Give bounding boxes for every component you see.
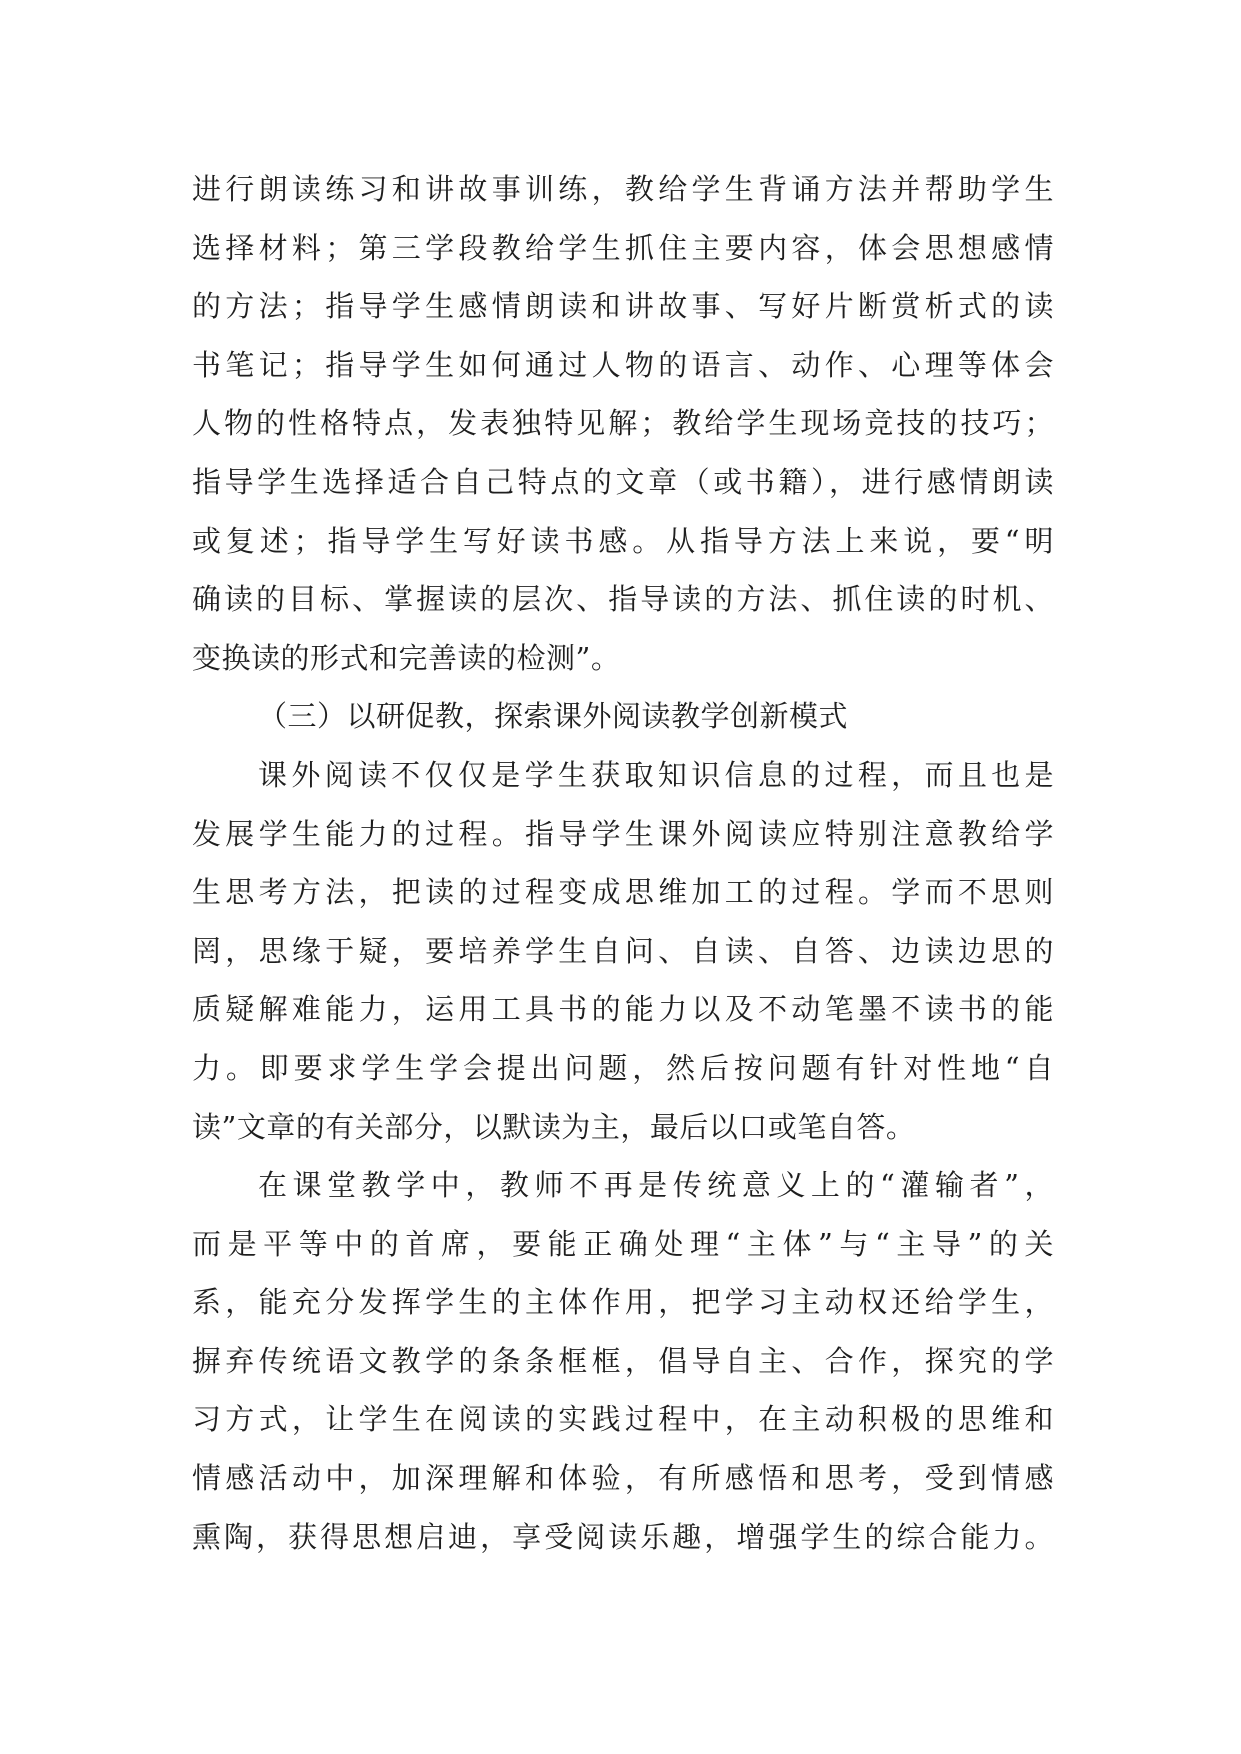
text-line: 变换读的形式和完善读的检测”。 [192, 640, 621, 675]
text-line: 摒弃传统语文教学的条条框框，倡导自主、合作，探究的学 [192, 1343, 1054, 1378]
text-line: 指导学生选择适合自己特点的文章（或书籍），进行感情朗读 [192, 464, 1054, 499]
text-line: 确读的目标、掌握读的层次、指导读的方法、抓住读的时机、 [192, 582, 1054, 617]
text-line: 或复述；指导学生写好读书感。从指导方法上来说，要“明 [192, 523, 1054, 558]
text-line: 力。即要求学生学会提出问题，然后按问题有针对性地“自 [192, 1050, 1054, 1085]
text-line: 质疑解难能力，运用工具书的能力以及不动笔墨不读书的能 [192, 992, 1054, 1027]
text-line: 的方法；指导学生感情朗读和讲故事、写好片断赏析式的读 [192, 289, 1054, 324]
text-line: 习方式，让学生在阅读的实践过程中，在主动积极的思维和 [192, 1402, 1054, 1437]
text-line: 罔，思缘于疑，要培养学生自问、自读、自答、边读边思的 [192, 933, 1054, 968]
text-line: 人物的性格特点，发表独特见解；教给学生现场竞技的技巧； [192, 406, 1054, 441]
text-line: 读”文章的有关部分，以默读为主，最后以口或笔自答。 [192, 1109, 916, 1144]
text-line: 在课堂教学中，教师不再是传统意义上的“灌输者”， [258, 1168, 1054, 1203]
text-line: 熏陶，获得思想启迪，享受阅读乐趣，增强学生的综合能力。 [192, 1519, 1054, 1554]
text-line: 发展学生能力的过程。指导学生课外阅读应特别注意教给学 [192, 816, 1054, 851]
text-line: 选择材料；第三学段教给学生抓住主要内容，体会思想感情 [192, 230, 1054, 265]
text-line: 生思考方法，把读的过程变成思维加工的过程。学而不思则 [192, 875, 1054, 910]
body-text [192, 160, 1054, 1566]
text-line: 系，能充分发挥学生的主体作用，把学习主动权还给学生， [192, 1285, 1054, 1320]
text-line: 情感活动中，加深理解和体验，有所感悟和思考，受到情感 [192, 1461, 1054, 1496]
text-line: 课外阅读不仅仅是学生获取知识信息的过程，而且也是 [258, 757, 1054, 792]
text-line: （三）以研促教，探索课外阅读教学创新模式 [258, 699, 849, 734]
text-line: 书笔记；指导学生如何通过人物的语言、动作、心理等体会 [192, 347, 1054, 382]
text-line: 进行朗读练习和讲故事训练，教给学生背诵方法并帮助学生 [192, 172, 1054, 206]
text-line: 而是平等中的首席，要能正确处理“主体”与“主导”的关 [192, 1226, 1054, 1261]
